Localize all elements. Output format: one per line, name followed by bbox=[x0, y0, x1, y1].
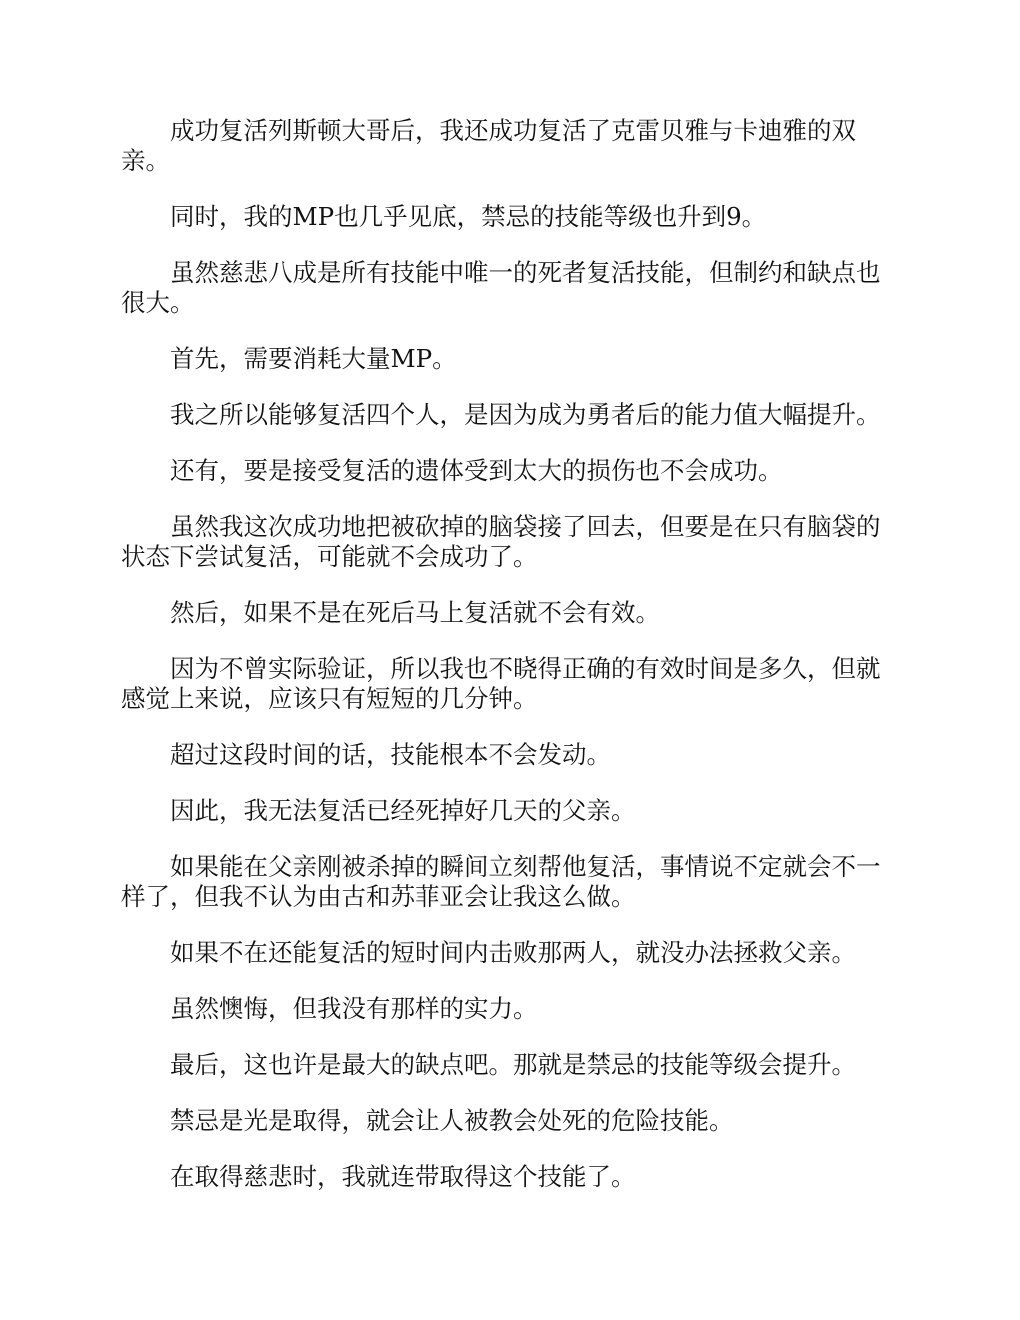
paragraph-14: 虽然懊悔，但我没有那样的实力。 bbox=[170, 994, 538, 1023]
paragraph-3: 虽然慈悲八成是所有技能中唯一的死者复活技能，但制约和缺点也很大。 bbox=[121, 258, 881, 317]
document-body bbox=[121, 116, 901, 1218]
paragraph-16: 禁忌是光是取得，就会让人被教会处死的危险技能。 bbox=[170, 1106, 734, 1135]
paragraph-2: 同时，我的MP也几乎见底，禁忌的技能等级也升到9。 bbox=[170, 202, 767, 231]
paragraph-6: 还有，要是接受复活的遗体受到太大的损伤也不会成功。 bbox=[170, 456, 783, 485]
paragraph-1: 成功复活列斯顿大哥后，我还成功复活了克雷贝雅与卡迪雅的双亲。 bbox=[121, 116, 856, 175]
paragraph-7: 虽然我这次成功地把被砍掉的脑袋接了回去，但要是在只有脑袋的状态下尝试复活，可能就不会成功了。 bbox=[121, 512, 881, 571]
paragraph-12: 如果能在父亲刚被杀掉的瞬间立刻帮他复活，事情说不定就会不一样了，但我不认为由古和苏菲亚会让我这么做。 bbox=[121, 852, 881, 911]
paragraph-17: 在取得慈悲时，我就连带取得这个技能了。 bbox=[170, 1162, 636, 1191]
paragraph-8: 然后，如果不是在死后马上复活就不会有效。 bbox=[170, 598, 660, 627]
paragraph-5: 我之所以能够复活四个人，是因为成为勇者后的能力值大幅提升。 bbox=[170, 400, 881, 429]
paragraph-11: 因此，我无法复活已经死掉好几天的父亲。 bbox=[170, 796, 636, 825]
paragraph-4: 首先，需要消耗大量MP。 bbox=[170, 344, 457, 373]
paragraph-10: 超过这段时间的话，技能根本不会发动。 bbox=[170, 740, 611, 769]
paragraph-15: 最后，这也许是最大的缺点吧。那就是禁忌的技能等级会提升。 bbox=[170, 1050, 856, 1079]
paragraph-13: 如果不在还能复活的短时间内击败那两人，就没办法拯救父亲。 bbox=[170, 938, 856, 967]
paragraph-9: 因为不曾实际验证，所以我也不晓得正确的有效时间是多久，但就感觉上来说，应该只有短短的几分钟。 bbox=[121, 654, 881, 713]
